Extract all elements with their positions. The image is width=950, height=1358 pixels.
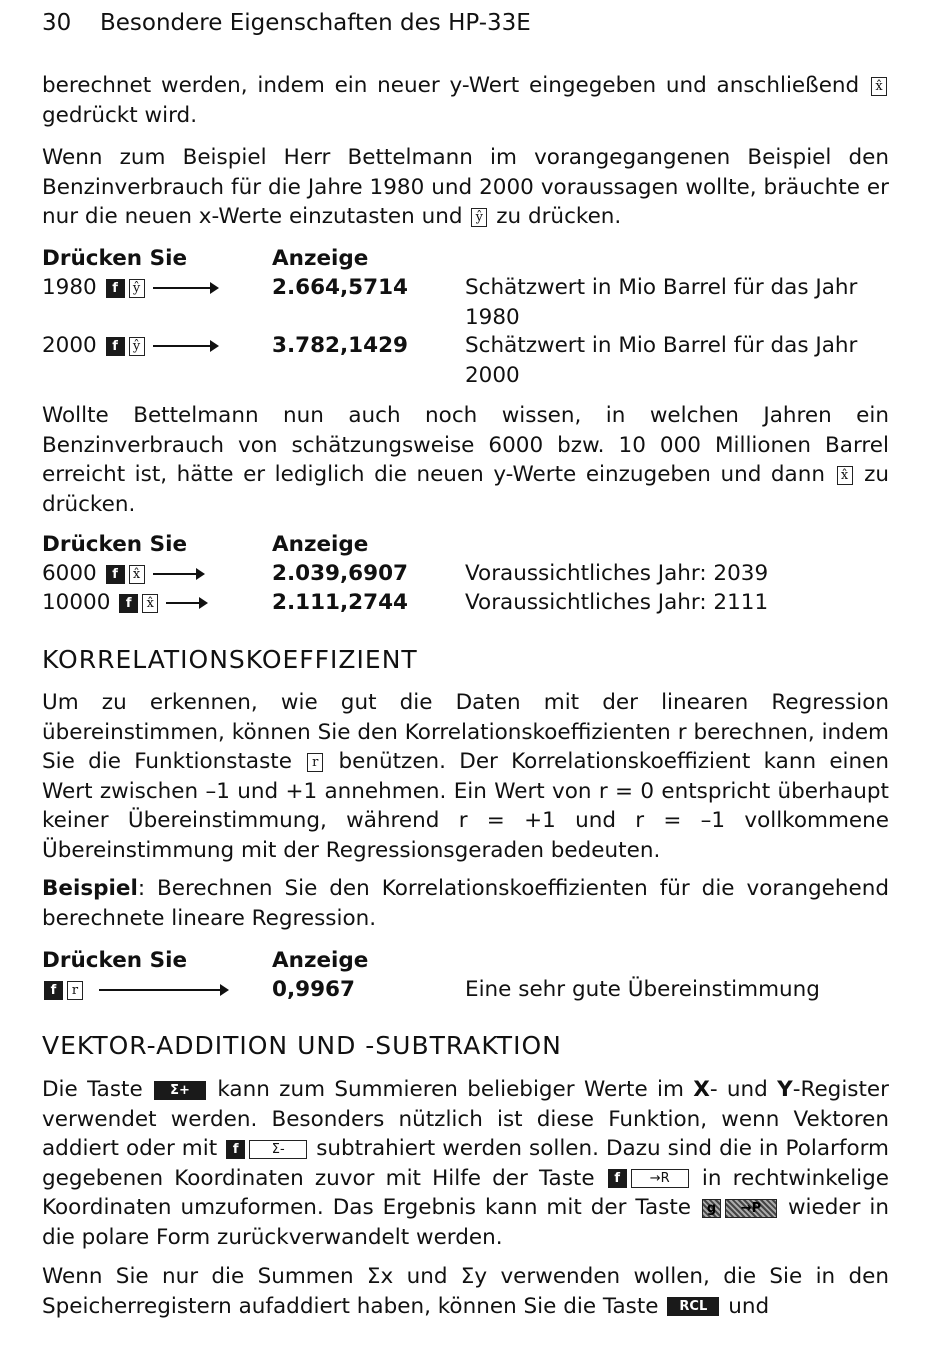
display-value: 0,9967	[272, 977, 355, 1002]
display-value: 2.039,6907	[272, 561, 409, 586]
f-key-icon: f	[226, 1140, 245, 1159]
keystroke-table-3	[42, 946, 889, 1004]
table-header: Drücken Sie Anzeige	[42, 246, 369, 271]
paragraph-6: Die Taste Σ+ kann zum Summieren beliebiger Werte im X- und Y-Register verwendet werden. Besonders nützlich ist diese Funktion, wenn Vektoren addiert oder mit f Σ- subtrahiert werden sollen. Dazu sind die in Polarform gegebenen Koordinaten zuvor mit Hilfe der Taste f →R in rechtwinkelige Koordinaten umzuformen. Das Ergebnis kann mit der Taste g →P wieder in die polare Form zurückverwandelt werden.	[42, 1077, 890, 1250]
x-estimate-key-icon: x̂	[142, 594, 158, 613]
rcl-key-icon: RCL	[667, 1297, 719, 1316]
row-note: Eine sehr gute Übereinstimmung	[465, 977, 820, 1002]
page-number: 30	[42, 10, 72, 36]
row-note: Voraussichtliches Jahr: 2039	[465, 561, 769, 586]
row-note: Schätzwert in Mio Barrel für das Jahr 1980	[465, 275, 858, 330]
to-rectangular-key-icon: →R	[631, 1169, 689, 1188]
table-row: 10000 f x̂ 2.111,2744 Voraussichtliches Jahr: 2111	[42, 588, 889, 617]
y-estimate-key-icon: ŷ	[129, 279, 145, 298]
table-row: 1980 f ŷ 2.664,5714 Schätzwert in Mio Barrel für das Jahr 1980	[42, 273, 889, 331]
paragraph-3: Wollte Bettelmann nun auch noch wissen, in welchen Jahren ein Benzinverbrauch von schätzungsweise 6000 bzw. 10 000 Millionen Barrel erreicht ist, hätte er lediglich die neuen y-Werte einzugeben und dann x̂ zu drücken.	[42, 403, 889, 517]
table-row: 2000 f ŷ 3.782,1429 Schätzwert in Mio Barrel für das Jahr 2000	[42, 331, 889, 389]
arrow-icon	[166, 602, 206, 604]
section-heading-vector: VEKTOR-ADDITION UND -SUBTRAKTION	[42, 1031, 562, 1060]
sigma-plus-key-icon: Σ+	[154, 1081, 206, 1100]
f-key-icon: f	[106, 279, 125, 298]
keystroke-table-2	[42, 530, 889, 617]
f-key-icon: f	[44, 981, 63, 1000]
display-value: 3.782,1429	[272, 333, 409, 358]
x-estimate-key-icon: x̂	[871, 77, 887, 96]
x-estimate-key-icon: x̂	[837, 466, 853, 485]
table-header: Drücken Sie Anzeige	[42, 948, 369, 973]
f-key-icon: f	[119, 594, 138, 613]
display-value: 2.664,5714	[272, 275, 409, 300]
y-estimate-key-icon: ŷ	[471, 208, 487, 227]
running-header	[42, 8, 531, 38]
g-key-icon: g	[702, 1199, 721, 1218]
x-estimate-key-icon: x̂	[129, 565, 145, 584]
paragraph-2: Wenn zum Beispiel Herr Bettelmann im vorangegangenen Beispiel den Benzinverbrauch für die Jahre 1980 und 2000 voraussagen wollte, bräuchte er nur die neuen x-Werte einzutasten und ŷ zu drücken.	[42, 145, 889, 229]
paragraph-4: Um zu erkennen, wie gut die Daten mit der linearen Regression übereinstimmen, können Sie den Korrelationskoeffizienten r berechnen, indem Sie die Funktionstaste r benützen. Der Korrelationskoeffizient kann einen Wert zwischen –1 und +1 annehmen. Ein Wert von r = 0 entspricht überhaupt keiner Übereinstimmung, während r = +1 und r = –1 vollkommene Übereinstimmung mit der Regressionsgeraden bedeuten.	[42, 690, 890, 863]
table-header: Drücken Sie Anzeige	[42, 532, 369, 557]
arrow-icon	[153, 287, 217, 289]
keystroke-table-1	[42, 244, 889, 389]
display-value: 2.111,2744	[272, 590, 409, 615]
table-row: 6000 f x̂ 2.039,6907 Voraussichtliches Jahr: 2039	[42, 559, 889, 588]
paragraph-1: berechnet werden, indem ein neuer y-Wert eingegeben und anschließend x̂ gedrückt wird.	[42, 71, 889, 130]
y-estimate-key-icon: ŷ	[129, 337, 145, 356]
f-key-icon: f	[106, 565, 125, 584]
table-row	[42, 975, 889, 1004]
row-note: Schätzwert in Mio Barrel für das Jahr 2000	[465, 333, 858, 388]
sigma-minus-key-icon: Σ-	[249, 1140, 307, 1159]
paragraph-7: Wenn Sie nur die Summen Σx und Σy verwenden wollen, die Sie in den Speicherregistern aufaddiert haben, können Sie die Taste RCL und	[42, 1264, 889, 1319]
arrow-icon	[153, 345, 217, 347]
paragraph-5: Beispiel: Berechnen Sie den Korrelationskoeffizienten für die vorangehend berechnete lineare Regression.	[42, 876, 889, 931]
to-polar-key-icon: →P	[725, 1199, 777, 1218]
header-title: Besondere Eigenschaften des HP-33E	[100, 10, 531, 36]
arrow-icon	[153, 573, 203, 575]
f-key-icon: f	[106, 337, 125, 356]
arrow-icon	[99, 989, 227, 991]
section-heading-correlation: KORRELATIONSKOEFFIZIENT	[42, 645, 418, 674]
f-key-icon: f	[608, 1169, 627, 1188]
row-note: Voraussichtliches Jahr: 2111	[465, 590, 769, 615]
r-key-icon: r	[307, 753, 323, 772]
r-key-icon: r	[67, 981, 83, 1000]
